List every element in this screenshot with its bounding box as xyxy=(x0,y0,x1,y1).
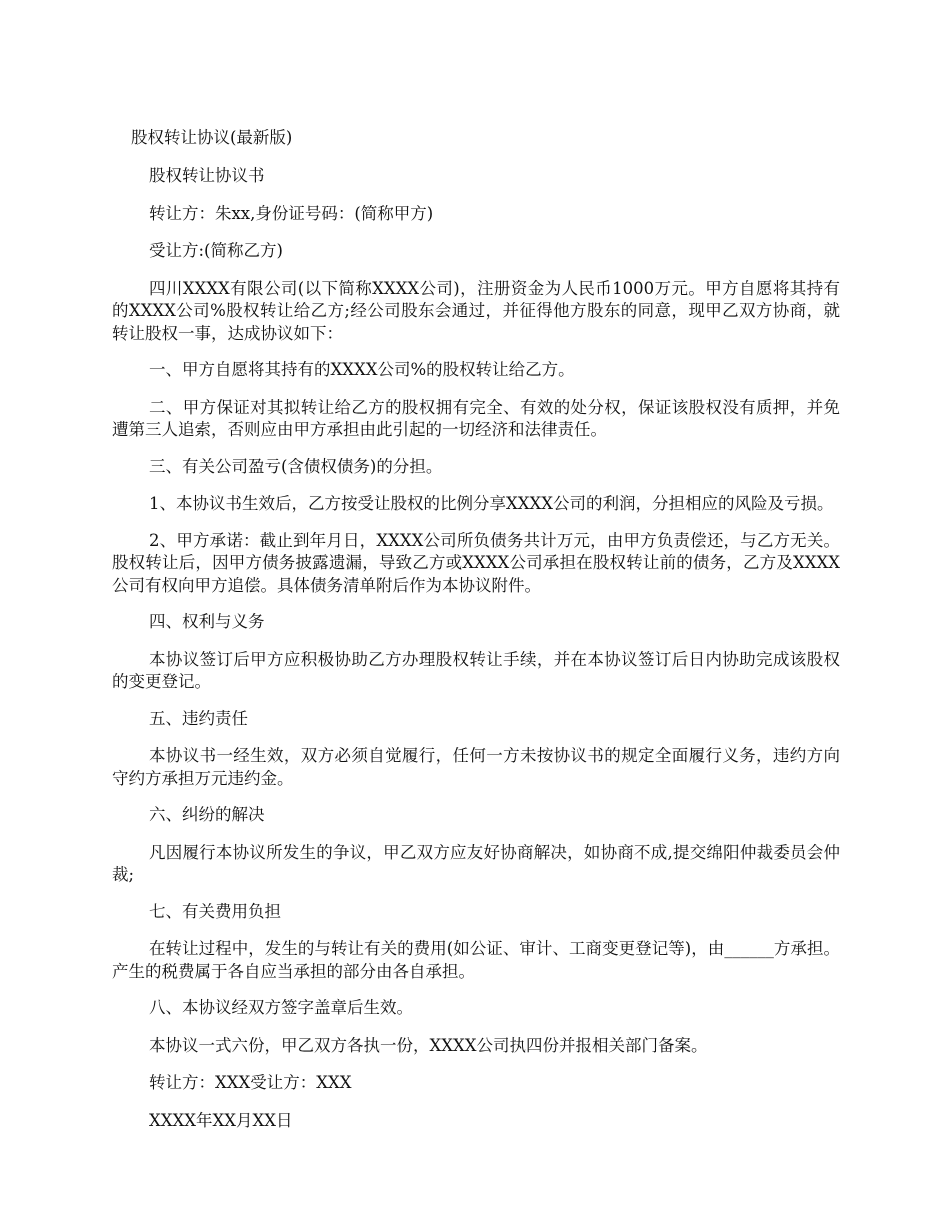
clause-1: 一、甲方自愿将其持有的XXXX公司%的股权转让给乙方。 xyxy=(149,360,575,379)
clause-7-body: 在转让过程中，发生的与转让有关的费用(如公证、审计、工商变更登记等)，由______方承担。产生的税费属于各自应当承担的部分由各自承担。 xyxy=(112,939,840,981)
document-body xyxy=(112,165,840,1147)
transferor-line: 转让方：朱xx,身份证号码：(简称甲方) xyxy=(149,203,434,223)
clause-7-heading: 七、有关费用负担 xyxy=(149,901,281,921)
clause-3-heading: 三、有关公司盈亏(含债权债务)的分担。 xyxy=(149,456,443,476)
clause-8: 八、本协议经双方签字盖章后生效。 xyxy=(149,998,413,1017)
clause-4-heading: 四、权利与义务 xyxy=(149,612,265,631)
date-line: XXXX年XX月XX日 xyxy=(149,1110,293,1130)
agreement-heading: 股权转让协议书 xyxy=(149,166,265,185)
clause-3-item-1: 1、本协议书生效后，乙方按受让股权的比例分享XXXX公司的利润，分担相应的风险及亏损。 xyxy=(149,494,834,513)
preamble-paragraph: 四川XXXX有限公司(以下简称XXXX公司)，注册资金为人民币1000万元。甲方自愿将其持有的XXXX公司%股权转让给乙方;经公司股东会通过，并征得他方股东的同意，现甲乙双方协商，就转让股权一事，达成协议如下： xyxy=(112,278,840,343)
signature-line: 转让方：XXX受让方：XXX xyxy=(149,1073,352,1092)
clause-6-heading: 六、纠纷的解决 xyxy=(149,805,265,824)
clause-5-heading: 五、违约责任 xyxy=(149,708,248,728)
clause-3-item-2: 2、甲方承诺：截止到年月日，XXXX公司所负债务共计万元，由甲方负责偿还，与乙方无关。股权转让后，因甲方债务披露遗漏，导致乙方或XXXX公司承担在股权转让前的债务，乙方及XXXX公司有权向甲方追偿。具体债务清单附后作为本协议附件。 xyxy=(112,530,840,595)
document-title: 股权转让协议(最新版) xyxy=(131,128,293,147)
copies-clause: 本协议一式六份，甲乙双方各执一份，XXXX公司执四份并报相关部门备案。 xyxy=(149,1035,708,1055)
clause-5-body: 本协议书一经生效，双方必须自觉履行，任何一方未按协议书的规定全面履行义务，违约方向守约方承担万元违约金。 xyxy=(112,746,840,788)
clause-4-body: 本协议签订后甲方应积极协助乙方办理股权转让手续，并在本协议签订后日内协助完成该股权的变更登记。 xyxy=(112,649,840,691)
clause-2: 二、甲方保证对其拟转让给乙方的股权拥有完全、有效的处分权，保证该股权没有质押，并免遭第三人追索，否则应由甲方承担由此引起的一切经济和法律责任。 xyxy=(112,397,840,439)
transferee-line: 受让方:(简称乙方) xyxy=(149,241,283,260)
clause-6-body: 凡因履行本协议所发生的争议，甲乙双方应友好协商解决，如协商不成,提交绵阳仲裁委员会仲裁; xyxy=(112,842,840,884)
